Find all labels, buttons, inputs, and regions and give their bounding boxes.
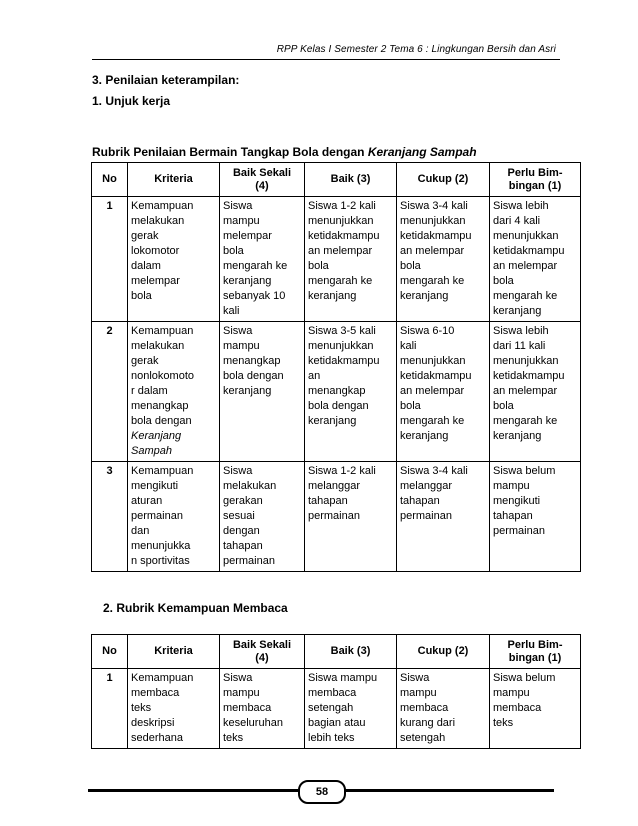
cell-kriteria <box>128 197 220 322</box>
cell-line: Kemampuan <box>131 325 194 337</box>
row-number: 1 <box>92 669 128 749</box>
cell-line: keranjang <box>308 415 357 427</box>
cell-line: ketidakmampu <box>493 370 565 382</box>
cell-line: mengarah ke <box>308 275 373 287</box>
cell-line: mampu <box>493 687 530 699</box>
cell-line: Siswa 1-2 kali <box>308 200 376 212</box>
cell-line: menunjukkan <box>308 215 374 227</box>
cell-line: mengarah ke <box>400 275 465 287</box>
cell-baik <box>305 462 397 572</box>
col-header-baik: Baik (3) <box>305 635 397 669</box>
cell-line: keranjang <box>493 305 542 317</box>
cell-line: teks <box>131 702 152 714</box>
header-line: bingan (1) <box>508 651 562 664</box>
col-header-perlu-bimbingan <box>490 635 581 669</box>
cell-line: r dalam <box>131 385 168 397</box>
page-number: 58 <box>298 780 346 804</box>
cell-line: teks <box>223 732 244 744</box>
cell-line: tahapan <box>308 495 348 507</box>
cell-perlu <box>490 322 581 462</box>
cell-line: mengarah ke <box>223 260 288 272</box>
cell-line: Siswa <box>223 465 253 477</box>
cell-line: gerak <box>131 355 159 367</box>
cell-line: Siswa mampu <box>308 672 378 684</box>
cell-line: kali <box>400 340 417 352</box>
header-line: bingan (1) <box>508 179 562 192</box>
cell-line: menangkap <box>223 355 281 367</box>
cell-baik <box>305 197 397 322</box>
cell-line: Siswa lebih <box>493 325 549 337</box>
cell-line: bola <box>131 290 152 302</box>
rubric-title-italic: Keranjang Sampah <box>367 145 477 159</box>
cell-line: keranjang <box>223 385 272 397</box>
cell-line: Kemampuan <box>131 465 194 477</box>
subsection-heading: 1. Unjuk kerja <box>92 94 171 108</box>
cell-line: menangkap <box>308 385 366 397</box>
col-header-cukup: Cukup (2) <box>397 635 490 669</box>
header-rule <box>92 59 560 60</box>
cell-line: Kemampuan <box>131 200 194 212</box>
header-line: Perlu Bim- <box>507 638 563 651</box>
cell-line: an melempar <box>308 245 373 257</box>
cell-line: an melempar <box>493 385 558 397</box>
cell-line: keranjang <box>400 290 449 302</box>
col-header-baik-sekali <box>220 635 305 669</box>
cell-line: membaca <box>308 687 357 699</box>
cell-line: Siswa <box>400 672 430 684</box>
cell-line: melempar <box>223 230 272 242</box>
cell-kriteria <box>128 322 220 462</box>
rubric-title-text: Rubrik Penilaian Bermain Tangkap Bola dengan <box>92 145 368 159</box>
cell-line: mengarah ke <box>400 415 465 427</box>
cell-line: dan <box>131 525 150 537</box>
cell-line: mampu <box>493 480 530 492</box>
footer-rule-right <box>344 789 554 792</box>
cell-line: menunjukkan <box>400 215 466 227</box>
reading-rubric-table <box>91 634 581 749</box>
cell-line: n sportivitas <box>131 555 190 567</box>
cell-line: aturan <box>131 495 163 507</box>
header-line: Baik Sekali <box>232 638 292 651</box>
footer-rule-left <box>88 789 298 792</box>
cell-line: bagian atau <box>308 717 366 729</box>
cell-line: Sampah <box>131 445 172 457</box>
cell-line: Siswa <box>223 200 253 212</box>
cell-cukup <box>397 462 490 572</box>
cell-line: nonlokomoto <box>131 370 194 382</box>
running-header: RPP Kelas I Semester 2 Tema 6 : Lingkungan Bersih dan Asri <box>276 44 556 55</box>
cell-line: ketidakmampu <box>400 230 472 242</box>
cell-line: deskripsi <box>131 717 175 729</box>
cell-line: an melempar <box>400 385 465 397</box>
col-header-kriteria: Kriteria <box>128 635 220 669</box>
cell-baik-sekali <box>220 197 305 322</box>
cell-line: melempar <box>131 275 180 287</box>
cell-line: gerak <box>131 230 159 242</box>
cell-line: dalam <box>131 260 161 272</box>
table-header-row <box>92 635 581 669</box>
header-line: (4) <box>255 179 269 192</box>
cell-line: kali <box>223 305 240 317</box>
cell-line: bola <box>223 245 244 257</box>
cell-line: tahapan <box>400 495 440 507</box>
section-heading-2: 2. Rubrik Kemampuan Membaca <box>103 601 288 615</box>
cell-baik-sekali <box>220 669 305 749</box>
cell-line: Siswa belum <box>493 672 556 684</box>
cell-cukup <box>397 197 490 322</box>
cell-line: bola dengan <box>131 415 192 427</box>
cell-perlu <box>490 462 581 572</box>
cell-cukup <box>397 322 490 462</box>
table-header-row <box>92 163 581 197</box>
cell-line: lokomotor <box>131 245 180 257</box>
cell-line: bola <box>308 260 329 272</box>
cell-line: ketidakmampu <box>308 230 380 242</box>
col-header-cukup: Cukup (2) <box>397 163 490 197</box>
table-row <box>92 322 581 462</box>
cell-line: Siswa 3-5 kali <box>308 325 376 337</box>
cell-line: membaca <box>223 702 272 714</box>
cell-line: an melempar <box>400 245 465 257</box>
cell-line: melakukan <box>223 480 277 492</box>
col-header-no: No <box>92 635 128 669</box>
cell-line: bola <box>400 400 421 412</box>
cell-line: mampu <box>400 687 437 699</box>
cell-baik <box>305 322 397 462</box>
cell-line: mengikuti <box>131 480 179 492</box>
row-number: 2 <box>92 322 128 462</box>
cell-baik-sekali <box>220 322 305 462</box>
cell-line: menunjukkan <box>493 355 559 367</box>
cell-line: membaca <box>400 702 449 714</box>
cell-line: dengan <box>223 525 260 537</box>
cell-line: melakukan <box>131 215 185 227</box>
col-header-perlu-bimbingan <box>490 163 581 197</box>
col-header-baik-sekali <box>220 163 305 197</box>
cell-line: melanggar <box>400 480 452 492</box>
cell-line: permainan <box>493 525 545 537</box>
table-row <box>92 669 581 749</box>
cell-line: Siswa belum <box>493 465 556 477</box>
cell-line: an <box>308 370 321 382</box>
col-header-no: No <box>92 163 128 197</box>
skills-rubric-table <box>91 162 581 572</box>
cell-line: menangkap <box>131 400 189 412</box>
cell-line: Kemampuan <box>131 672 194 684</box>
cell-perlu <box>490 669 581 749</box>
cell-line: dari 4 kali <box>493 215 541 227</box>
header-line: (4) <box>255 651 269 664</box>
cell-line: keranjang <box>493 430 542 442</box>
cell-line: dari 11 kali <box>493 340 546 352</box>
cell-line: bola dengan <box>308 400 369 412</box>
cell-line: membaca <box>131 687 180 699</box>
col-header-baik: Baik (3) <box>305 163 397 197</box>
section-heading: 3. Penilaian keterampilan: <box>92 73 240 87</box>
cell-line: menunjukkan <box>308 340 374 352</box>
cell-line: mampu <box>223 215 260 227</box>
row-number: 1 <box>92 197 128 322</box>
cell-line: tahapan <box>223 540 263 552</box>
cell-line: ketidakmampu <box>400 370 472 382</box>
cell-kriteria <box>128 669 220 749</box>
cell-line: sederhana <box>131 732 183 744</box>
header-line: Perlu Bim- <box>507 166 563 179</box>
cell-line: lebih teks <box>308 732 355 744</box>
cell-kriteria <box>128 462 220 572</box>
cell-line: ketidakmampu <box>308 355 380 367</box>
cell-line: melanggar <box>308 480 360 492</box>
cell-line: an melempar <box>493 260 558 272</box>
cell-line: keranjang <box>400 430 449 442</box>
cell-line: menunjukka <box>131 540 191 552</box>
cell-line: menunjukkan <box>400 355 466 367</box>
cell-line: tahapan <box>493 510 533 522</box>
cell-line: keranjang <box>308 290 357 302</box>
cell-line: bola <box>493 400 514 412</box>
cell-line: sesuai <box>223 510 255 522</box>
cell-line: bola dengan <box>223 370 284 382</box>
cell-line: Siswa <box>223 325 253 337</box>
row-number: 3 <box>92 462 128 572</box>
cell-line: gerakan <box>223 495 263 507</box>
cell-line: mengarah ke <box>493 415 558 427</box>
cell-cukup <box>397 669 490 749</box>
cell-line: Siswa 3-4 kali <box>400 200 468 212</box>
cell-line: ketidakmampu <box>493 245 565 257</box>
cell-line: setengah <box>400 732 446 744</box>
cell-line: bola <box>400 260 421 272</box>
col-header-kriteria: Kriteria <box>128 163 220 197</box>
cell-line: keseluruhan <box>223 717 283 729</box>
cell-line: mengarah ke <box>493 290 558 302</box>
cell-line: Siswa 1-2 kali <box>308 465 376 477</box>
table-row <box>92 462 581 572</box>
cell-baik-sekali <box>220 462 305 572</box>
cell-line: mampu <box>223 687 260 699</box>
cell-line: menunjukkan <box>493 230 559 242</box>
cell-baik <box>305 669 397 749</box>
cell-line: kurang dari <box>400 717 456 729</box>
cell-line: teks <box>493 717 514 729</box>
cell-line: setengah <box>308 702 354 714</box>
cell-line: mengikuti <box>493 495 541 507</box>
cell-line: membaca <box>493 702 542 714</box>
cell-line: permainan <box>308 510 360 522</box>
cell-line: sebanyak 10 <box>223 290 286 302</box>
cell-line: Keranjang <box>131 430 182 442</box>
cell-line: bola <box>493 275 514 287</box>
header-line: Baik Sekali <box>232 166 292 179</box>
cell-line: permainan <box>400 510 452 522</box>
cell-line: melakukan <box>131 340 185 352</box>
cell-line: Siswa 3-4 kali <box>400 465 468 477</box>
cell-line: Siswa lebih <box>493 200 549 212</box>
cell-line: Siswa <box>223 672 253 684</box>
rubric-title <box>92 145 477 159</box>
cell-line: permainan <box>223 555 275 567</box>
cell-line: Siswa 6-10 <box>400 325 455 337</box>
cell-line: permainan <box>131 510 183 522</box>
cell-line: mampu <box>223 340 260 352</box>
cell-perlu <box>490 197 581 322</box>
table-row <box>92 197 581 322</box>
cell-line: keranjang <box>223 275 272 287</box>
